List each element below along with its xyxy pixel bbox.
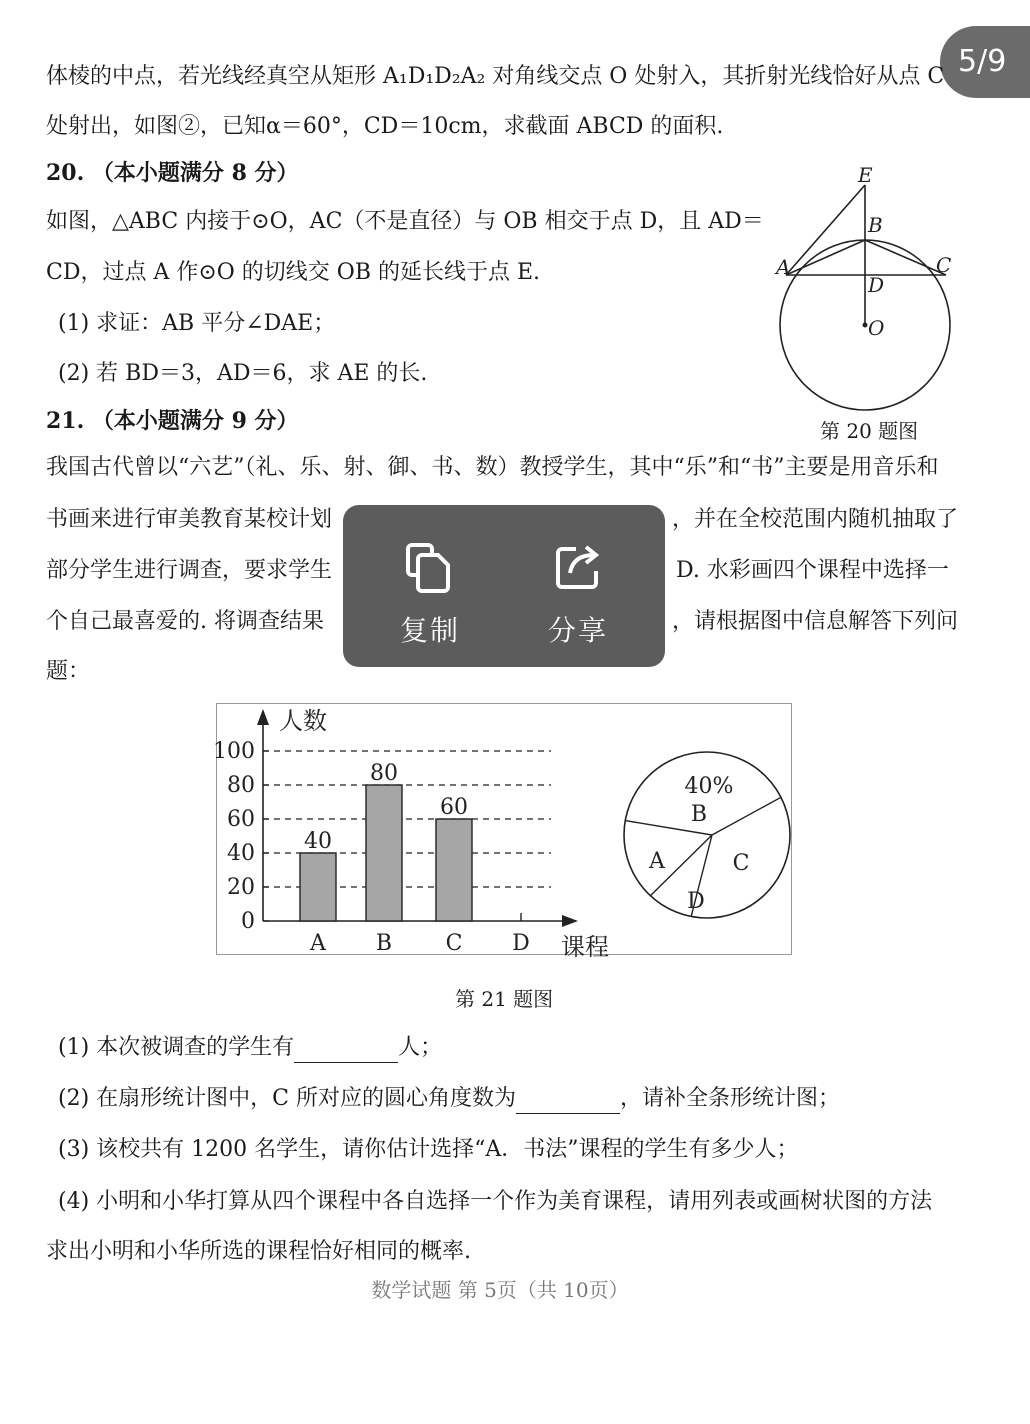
x-tick-label: A (310, 931, 326, 956)
q21-text: 我国古代曾以“六艺”（礼、乐、射、御、书、数）教授学生，其中“乐”和“书”主要是用音乐和 (46, 455, 939, 480)
y-tick-label: 60 (227, 807, 255, 832)
q21-subquestion-4-cont: 求出小明和小华所选的课程恰好相同的概率. (46, 1239, 471, 1264)
page-indicator: 5/9 (940, 26, 1030, 98)
q21-text: 个自己最喜爱的. 将调查结果 (46, 609, 324, 634)
x-tick-label: B (375, 931, 393, 956)
q21-s1-text: (1) 本次被调查的学生有 (58, 1035, 295, 1060)
q21-s1-unit: 人； (398, 1035, 443, 1060)
q20-text: 如图，△ABC 内接于⊙O，AC（不是直径）与 OB 相交于点 D，且 AD＝ (46, 209, 764, 234)
label-O: O (868, 316, 885, 340)
bar (436, 819, 472, 921)
share-icon (550, 539, 606, 595)
pie-chart (610, 745, 800, 925)
q21-text: ，并在全校范围内随机抽取了 (672, 507, 959, 532)
figure-21-caption: 第 21 题图 (455, 987, 554, 1011)
y-tick-label: 80 (227, 773, 255, 798)
q21-s2-text: (2) 在扇形统计图中，C 所对应的圆心角度数为 (58, 1086, 516, 1111)
q20-subquestion-2: (2) 若 BD＝3，AD＝6，求 AE 的长. (58, 361, 428, 386)
q21-text: 题： (46, 659, 91, 684)
q20-header: 20. （本小题满分 8 分） (46, 160, 299, 186)
figure-20-caption: 第 20 题图 (820, 419, 919, 443)
q21-text: ，请根据图中信息解答下列问 (672, 609, 959, 634)
y-tick-label: 0 (241, 909, 255, 934)
pie-slice-label: C (732, 851, 750, 876)
share-button[interactable] (523, 539, 633, 649)
text-line: 体棱的中点，若光线经真空从矩形 A₁D₁D₂A₂ 对角线交点 O 处射入，其折射光线恰好从点 C (46, 64, 945, 89)
bar-chart (213, 703, 609, 961)
label-C: C (936, 253, 952, 277)
q21-s2-tail: ，请补全条形统计图； (619, 1086, 840, 1111)
pie-slice-label: A (649, 849, 665, 874)
y-axis-arrow (257, 709, 269, 725)
q20-subquestion-1: (1) 求证：AB 平分∠DAE； (58, 311, 336, 336)
bar-value-label: 60 (440, 795, 468, 820)
q20-text: CD，过点 A 作⊙O 的切线交 OB 的延长线于点 E. (46, 260, 541, 285)
y-tick-label: 100 (213, 739, 255, 764)
answer-blank[interactable] (294, 1040, 398, 1063)
share-label: 分享 (547, 614, 608, 647)
q21-text: 书画来进行审美教育某校计划 (46, 507, 333, 532)
y-tick-label: 40 (227, 841, 255, 866)
bar (300, 853, 336, 921)
pie-slice-label: B (690, 802, 708, 827)
bar-value-label: 40 (304, 829, 332, 854)
q21-text: D. 水彩画四个课程中选择一 (676, 558, 949, 583)
bar-value-label: 80 (370, 761, 398, 786)
label-A: A (776, 255, 791, 279)
copy-button[interactable] (375, 539, 485, 649)
copy-icon (402, 539, 458, 595)
copy-label: 复制 (399, 614, 460, 647)
q21-subquestion-3: (3) 该校共有 1200 名学生，请你估计选择“A．书法”课程的学生有多少人； (58, 1137, 799, 1162)
x-tick-label: C (445, 931, 463, 956)
label-E: E (858, 163, 873, 187)
q21-header: 21. （本小题满分 9 分） (46, 408, 299, 434)
q21-text: 部分学生进行调查，要求学生 (46, 558, 333, 583)
pie-percent-label: 40% (684, 774, 734, 799)
q21-subquestion-4: (4) 小明和小华打算从四个课程中各自选择一个作为美育课程，请用列表或画树状图的方法 (58, 1189, 933, 1214)
label-D: D (868, 273, 885, 297)
bar (366, 785, 402, 921)
text-line: 处射出，如图②，已知α＝60°，CD＝10cm，求截面 ABCD 的面积. (46, 114, 724, 139)
x-axis-label: 课程 (561, 933, 609, 961)
x-axis-arrow (562, 915, 578, 927)
answer-blank[interactable] (516, 1091, 620, 1114)
q21-subquestion-1 (58, 1033, 442, 1063)
pie-slice-label: D (687, 889, 705, 914)
q21-subquestion-2 (58, 1084, 840, 1114)
context-popup (343, 505, 665, 667)
y-axis-label: 人数 (279, 707, 327, 735)
y-tick-label: 20 (227, 875, 255, 900)
figure-20-geometry (760, 160, 980, 420)
page-footer: 数学试题 第 5页（共 10页） (371, 1278, 629, 1302)
label-B: B (868, 213, 883, 237)
x-tick-label: D (512, 931, 530, 956)
